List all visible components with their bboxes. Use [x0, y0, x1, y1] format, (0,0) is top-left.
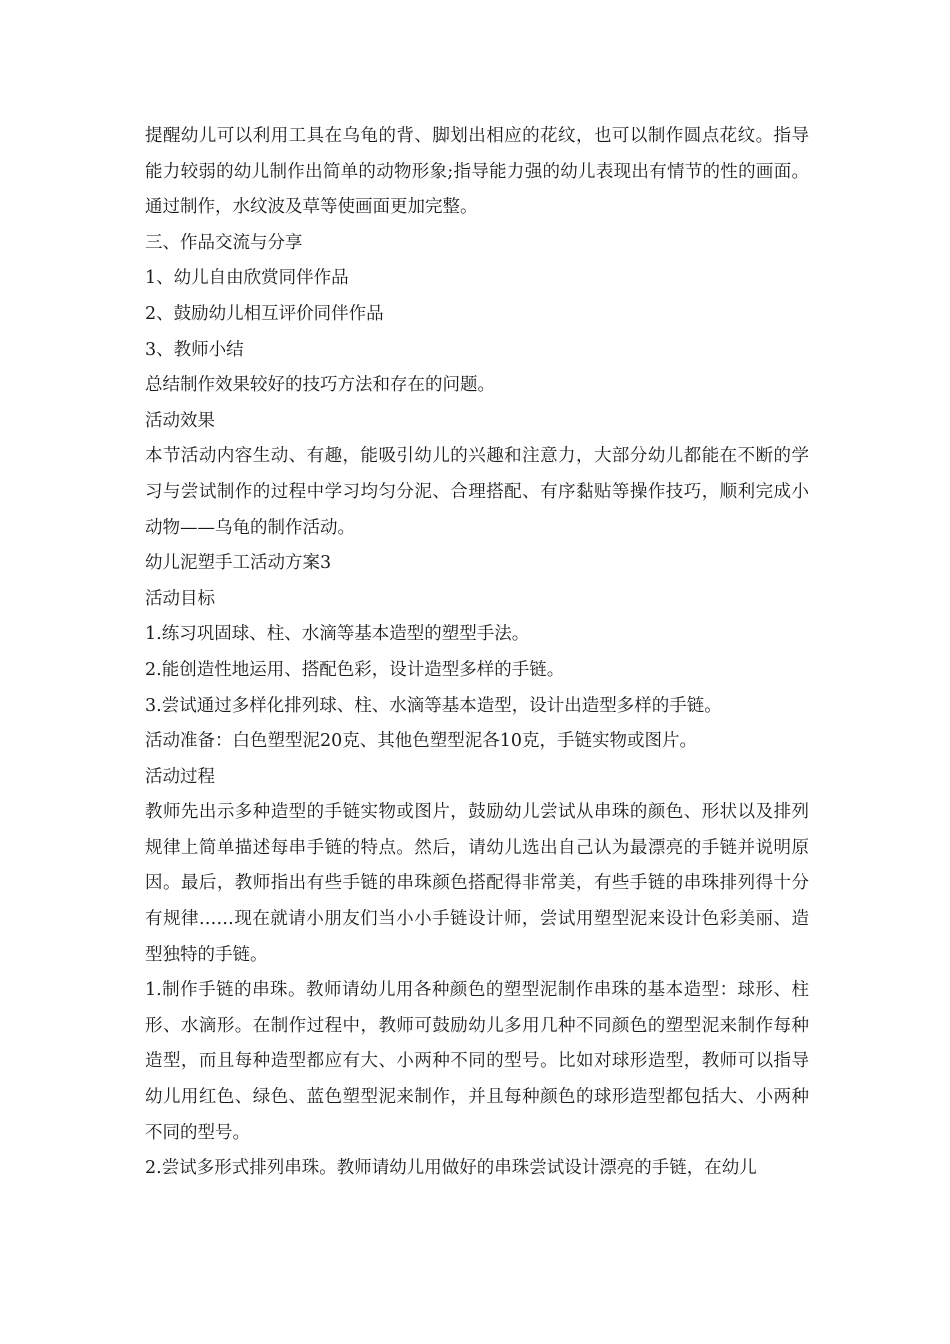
- paragraph-step-2: 2.尝试多形式排列串珠。教师请幼儿用做好的串珠尝试设计漂亮的手链，在幼儿: [145, 1158, 757, 1179]
- heading-activity-effect: 活动效果: [145, 410, 215, 431]
- heading-work-sharing: 三、作品交流与分享: [145, 232, 303, 253]
- paragraph-process-intro: 教师先出示多种造型的手链实物或图片，鼓励幼儿尝试从串珠的颜色、形状以及排列规律上简单描述每串手链的特点。然后，请幼儿选出自己认为最漂亮的手链并说明原因。最后，教师指出有些手链的串珠颜色搭配得非常美，有些手链的串珠排列得十分有规律……现在就请小朋友们当小小手链设计师，尝试用塑型泥来设计色彩美丽、造型独特的手链。: [145, 802, 809, 965]
- list-item-peer-evaluation: 2、鼓励幼儿相互评价同伴作品: [145, 303, 384, 324]
- paragraph-summary: 总结制作效果较好的技巧方法和存在的问题。: [145, 375, 495, 396]
- list-item-free-appreciation: 1、幼儿自由欣赏同伴作品: [145, 268, 349, 289]
- list-item-teacher-summary: 3、教师小结: [145, 339, 244, 360]
- heading-activity-goals: 活动目标: [145, 588, 215, 609]
- heading-activity-process: 活动过程: [145, 766, 215, 787]
- list-item-goal-2: 2.能创造性地运用、搭配色彩，设计造型多样的手链。: [145, 659, 565, 680]
- paragraph-step-1: 1.制作手链的串珠。教师请幼儿用各种颜色的塑型泥制作串珠的基本造型：球形、柱形、水滴形。在制作过程中，教师可鼓励幼儿多用几种不同颜色的塑型泥来制作每种造型，而且每种造型都应有大、小两种不同的型号。比如对球形造型，教师可以指导幼儿用红色、绿色、蓝色塑型泥来制作，并且每种颜色的球形造型都包括大、小两种不同的型号。: [145, 980, 809, 1143]
- paragraph-activity-effect: 本节活动内容生动、有趣，能吸引幼儿的兴趣和注意力，大部分幼儿都能在不断的学习与尝试制作的过程中学习均匀分泥、合理搭配、有序黏贴等操作技巧，顺利完成小动物——乌龟的制作活动。: [145, 446, 809, 538]
- list-item-goal-1: 1.练习巩固球、柱、水滴等基本造型的塑型手法。: [145, 624, 530, 645]
- document-body: [145, 119, 809, 1187]
- paragraph-turtle-pattern-guidance: 提醒幼儿可以利用工具在乌龟的背、脚划出相应的花纹，也可以制作圆点花纹。指导能力较弱的幼儿制作出简单的动物形象;指导能力强的幼儿表现出有情节的性的画面。通过制作，水纹波及草等使画面更加完整。: [145, 126, 809, 218]
- paragraph-activity-preparation: 活动准备：白色塑型泥20克、其他色塑型泥各10克，手链实物或图片。: [145, 731, 698, 752]
- list-item-goal-3: 3.尝试通过多样化排列球、柱、水滴等基本造型，设计出造型多样的手链。: [145, 695, 722, 716]
- heading-plan-3: 幼儿泥塑手工活动方案3: [145, 553, 332, 574]
